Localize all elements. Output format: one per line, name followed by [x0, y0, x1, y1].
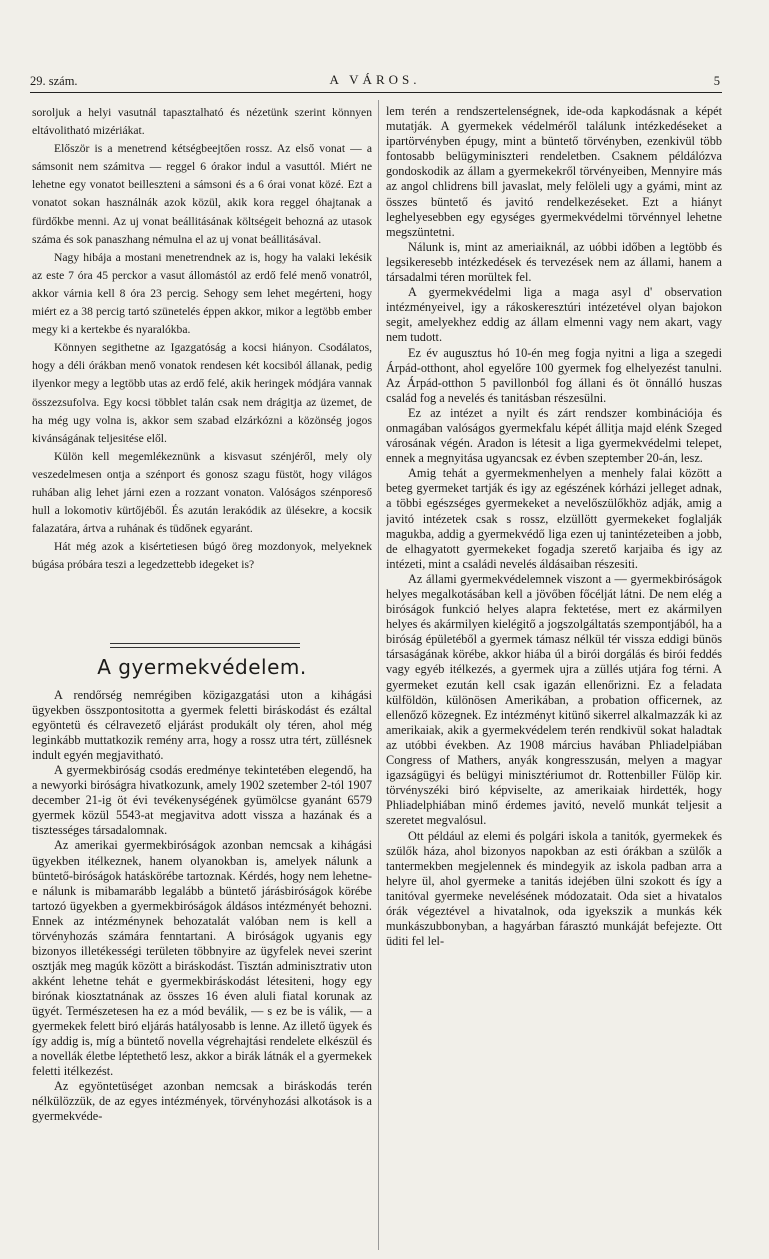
paragraph: Ez év augusztus hó 10-én meg fogja nyitni a liga a szegedi Árpád-otthont, ahol egyelőre 100 gyermek fog elhelyezést tanulni. Az Árpád-otthon 5 pavillonból fog állani és öt önnálló huszas család fog a nevelés és tanitásban részesülni.: [386, 345, 722, 405]
paragraph: Hát még azok a kisértetiesen búgó öreg mozdonyok, melyeknek búgása próbára teszi a legedzettebb idegeket is?: [32, 540, 372, 572]
article-separator: [110, 647, 300, 648]
article-separator: [110, 643, 300, 644]
paragraph: Az egyöntetüséget azonban nemcsak a biráskodás terén nélkülözzük, de az egyes intézmények, törvényhozási alkotások is a gyermekvéde-: [32, 1079, 372, 1124]
paragraph: A gyermekvédelmi liga a maga asyl d' observation intézményeivel, igy a rákoskeresztúri intézetével olyan bajokon segit, amelyekhez eddig az állam elmenni vagy nem akart, vagy nem tudott.: [386, 285, 722, 345]
paragraph: lem terén a rendszertelenségnek, ide-oda kapkodásnak a képét mutatják. A gyermekek védelméről találunk intézkedéseket a ipartörvényben épugy, mint a büntető törvényben, ezenkivül több fontosabb belügyminiszteri rendeletben. Csaknem példálózva gondoskodik az állam a gyermekekről törvényeiben, Mennyire más az angol chlidrens bill javaslat, mely felöleli ugy a gyámi, mint az összes büntető és javitó rendelkezéseket. Ezt a hiányt leghelyesebben egy egységes gyermekvédelmi törvénnyel lehetne megszüntetni.: [386, 104, 722, 239]
page-number: 5: [713, 74, 720, 88]
paragraph: A rendőrség nemrégiben közigazgatási uton a kihágási ügyekben összpontositotta a gyermek feletti biráskodást és ezáltal egyöntetü és célravezető eljárást produkált oly téren, ahol még leginkább muttatkozik remény arra, hogy a rossz utra tért, züllésnek indult egyén megjavitható.: [32, 688, 372, 763]
paragraph: Amig tehát a gyermekmenhelyen a menhely falai között a beteg gyermeket tartják és igy az egészének kórházi jelleget adnak, a többi egészséges gyermekeket a nevelőszülőkhöz adják, amig a javitó intézetek csak s rossz, elzüllött gyermekeket foglalják magukba, addig a gyermekvédő liga ezen uj tanintézeteiben a jobb, de elhagyatott gyermekeket fogadja szerető karjaiba és igy az intézeti, mint a családi nevelés áldásaiban részesiti.: [386, 466, 722, 571]
paragraph: Az amerikai gyermekbiróságok azonban nemcsak a kihágási ügyekben itélkeznek, hanem olyanokban is, amelyek nálunk a büntető-biróságok hatáskörébe tartoznak. Kérdés, hogy nem lehetne-e nálunk is mibamarább legalább a büntető járásbiróságok körébe tartozó ügyekben a gyermekbiróságok áldásos intézményét behozni. Ennek az intézménynek behozatalát valóban nem is kell a törvényhozás számára fenntartani. A biróságok ugyanis egy bizonyos illetékességi területen többnyire az ügyfelek nevei szerint osztják meg magúk között a biráskodást. Tisztán adminisztrativ uton akként lehetne tehát e gyermekbiráskodást létesiteni, hogy egy birónak kiosztatnának az összes 16 éven aluli fiatal korunak az ügyét. Természetesen ha ez a mód beválik, — s ez be is válik, — a gyermekek felett biró eljárás hatályosabb is lenne. Az illető ügyek és így addig is, míg a büntető novella végrehajtási rendelete elkészül és a novellák életbe léptethető lesz, akkor a birák látnák el a gyermekek feletti itélkezést.: [32, 838, 372, 1079]
header-rule: [30, 92, 722, 93]
paragraph: Ott például az elemi és polgári iskola a tanitók, gyermekek és szülők háza, ahol bizonyos napokban az esti órákban a szülők a tantermekben megjelennek és mindegyik az iskola padban arra a helyre ül, ahol gyermeke a tanitás idejében ülni szokott és így a tanitóval gyermeke nevelésének módozatait. Oda siet a hivatalos órák végeztével a hivatalnok, oda igyekszik a munkás kék munkászubbonyban, a hagyárban fárasztó munkáját befejezte. Ott üditi fel lel-: [386, 828, 722, 949]
paragraph: Könnyen segithetne az Igazgatóság a kocsi hiányon. Csodálatos, hogy a déli órákban menő vonatok rendesen két kocsiból állanak, pedig ilyenkor megy a legtöbb utas az erdő felé, akik heringek módjára vannak összezsufolva. Egy kocsi többlet talán csak nem drágitja az üzemet, de ha még ugy volna is, akkor sem szabad elzárkózni a közönség jogos kivánságának teljesitése elől.: [32, 341, 372, 445]
paragraph: Nálunk is, mint az ameriaiknál, az uóbbi időben a legtöbb és legsikeresebb intézkedések és tervezések nem az állami, hanem a társadalmi téren morültek fel.: [386, 239, 722, 285]
paragraph: Nagy hibája a mostani menetrendnek az is, hogy ha valaki lekésik az este 7 óra 45 perckor a vasut állomástól az erdő felé menő vonatról, akkor várnia kell 8 óra 23 percig. Sehogy sem lehet megérteni, hogy miért ez a 38 percig tartó szünetelés éppen akkor, mikor a legtöbb ember megy ki a kertekbe és nyaralókba.: [32, 250, 372, 337]
paragraph: Külön kell megemlékeznünk a kisvasut szénjéről, mely oly veszedelmesen ontja a szénport és gonosz szagu füstöt, hogy világos ruhában alig lehet járni ezen a rozzant vonaton. Valóságos szénporeső hull a lokomotiv kürtőjéből. És azután lerakódik az ülésekre, a kocsik falazatára, ártva a ruhának és tüdőnek egyaránt.: [32, 449, 372, 536]
left-column-top-article: [32, 104, 372, 642]
paragraph: Az állami gyermekvédelemnek viszont a — gyermekbiróságok helyes megalkotásában kell a jövőben főcélját látni. De nem elég a biróságok funkció helyes alapra fektetése, mert ez akármilyen helyes és akármilyen kielégitő a jogszolgáltatás szempontjából, ha a biróság épületéből a gyermek támasz nélkül tér vissza eddigi bünös társaságának körébe, akkor hiába úl a birói dorgálás és birói feddés vagy egyéb itélkezés, a gyermek ujra a züllés utjára fog térni. A gyermeket ezután kell csak igazán ellenőrizni. Ez a feladata külföldön, különösen Amerikában, a probation officernek, az ellenőző közegnek. Ez intézményt kitünő sikerrel alkalmazzák ki az amerikaiak, akik a gyermekvédelem terén rendkivül sokat haladtak az utóbbi években. Az 1908 március havában Phliadelpiában Congress of Mathers, anyák kongresszusán, melyen a magyar igazságügyi és belügyi minisztériumot dr. Rottenbiller Fülöp kir. törvényszéki biró képviselte, az amerikaiak hirdették, hogy Phliadelphiában minő érdemes javitó, nevelő munkát teljesit a szeretet megvalósul.: [386, 571, 722, 828]
paragraph: Először is a menetrend kétségbeejtően rossz. Az első vonat — a sámsonit nem számitva — reggel 6 órakor indul a vasuttól. Miért ne lehetne egy vonatot beilleszteni a sámsoni és a 6 órai vonat közé. Ezt a vonatot sokan használnák azok közül, akik kora reggel óhajtanak a fürdőkbe menni. Az uj vonat beállitásának költségeit behozná az utasok száma és sok panaszhang némulna el az uj vonat beállitásával.: [32, 142, 372, 246]
right-column: [386, 104, 722, 1252]
newspaper-title: A VÁROS.: [329, 72, 421, 87]
issue-number: 29. szám.: [30, 74, 78, 88]
section-heading: A gyermekvédelem.: [97, 655, 307, 679]
paragraph: soroljuk a helyi vasutnál tapasztalható és nézetünk szerint könnyen eltávolitható mizériákat.: [32, 106, 372, 138]
left-column-child-protection-article: [32, 688, 372, 1250]
paragraph: Ez az intézet a nyilt és zárt rendszer kombinációja és onmagában valóságos gyermekfalu képét állitja majd elénk Szeged városának végén. Aradon is létesit a liga gyermekvédelmi telepet, ennek a megnyitása ugyancsak ez évben szeptember 20-án, lesz.: [386, 405, 722, 466]
page-header: [30, 72, 720, 92]
paragraph: A gyermekbiróság csodás eredménye tekintetében elegendő, ha a newyorki biróságra hivatkozunk, amely 1902 szetember 2-tól 1907 december 21-ig öt évi tevékenységének gyümölcse gyanánt 6579 gyermek közül 5543-at megjavitva adott vissza a hazának és a tisztességes társadalomnak.: [32, 763, 372, 838]
column-divider: [378, 100, 379, 1250]
